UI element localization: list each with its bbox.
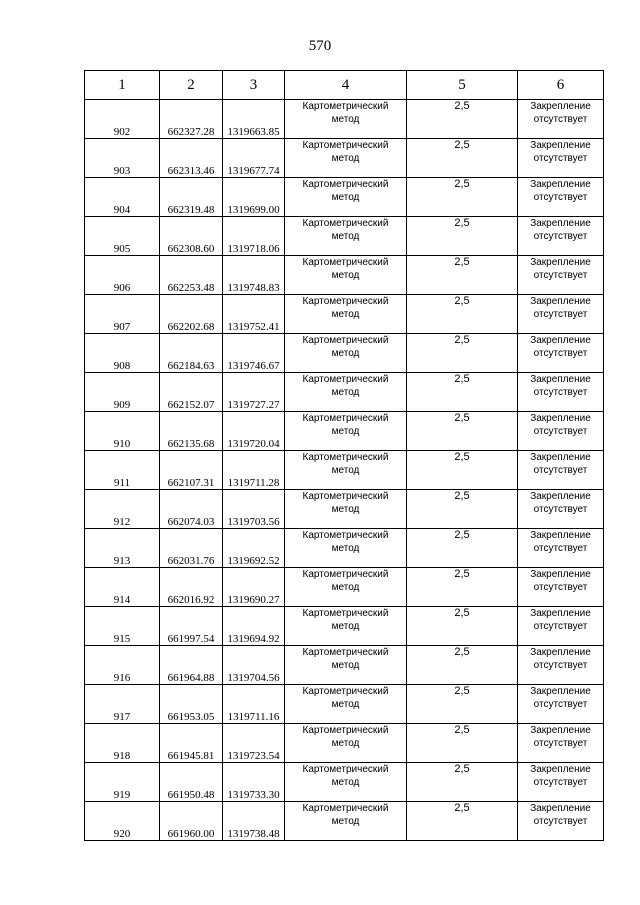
fixation-line-2: отсутствует bbox=[533, 348, 588, 359]
method-line-2: метод bbox=[331, 309, 360, 320]
method-line-1: Картометрический bbox=[302, 335, 389, 346]
accuracy-cell: 2,5 bbox=[407, 685, 518, 724]
table-row bbox=[85, 685, 604, 724]
method-line-2: метод bbox=[331, 348, 360, 359]
x-coordinate-cell: 662253.48 bbox=[160, 256, 223, 295]
fixation-cell bbox=[518, 685, 604, 724]
fixation-line-2: отсутствует bbox=[533, 309, 588, 320]
fixation-cell bbox=[518, 100, 604, 139]
method-cell bbox=[285, 607, 407, 646]
y-coordinate-cell: 1319663.85 bbox=[223, 100, 285, 139]
header-cell-6: 6 bbox=[518, 71, 604, 100]
point-number-cell: 919 bbox=[85, 763, 160, 802]
fixation-line-1: Закрепление bbox=[530, 569, 591, 580]
y-coordinate-cell: 1319746.67 bbox=[223, 334, 285, 373]
method-line-1: Картометрический bbox=[302, 608, 389, 619]
fixation-line-1: Закрепление bbox=[530, 101, 591, 112]
fixation-line-2: отсутствует bbox=[533, 153, 588, 164]
y-coordinate-cell: 1319694.92 bbox=[223, 607, 285, 646]
fixation-cell bbox=[518, 373, 604, 412]
table-row bbox=[85, 724, 604, 763]
table-row bbox=[85, 529, 604, 568]
fixation-cell bbox=[518, 724, 604, 763]
fixation-cell bbox=[518, 490, 604, 529]
x-coordinate-cell: 662327.28 bbox=[160, 100, 223, 139]
table-row bbox=[85, 217, 604, 256]
fixation-line-1: Закрепление bbox=[530, 296, 591, 307]
x-coordinate-cell: 662135.68 bbox=[160, 412, 223, 451]
method-line-2: метод bbox=[331, 270, 360, 281]
fixation-line-1: Закрепление bbox=[530, 530, 591, 541]
y-coordinate-cell: 1319718.06 bbox=[223, 217, 285, 256]
accuracy-cell: 2,5 bbox=[407, 295, 518, 334]
fixation-line-1: Закрепление bbox=[530, 218, 591, 229]
fixation-cell bbox=[518, 139, 604, 178]
fixation-line-1: Закрепление bbox=[530, 374, 591, 385]
page-number: 570 bbox=[308, 38, 332, 54]
point-number-cell: 915 bbox=[85, 607, 160, 646]
y-coordinate-cell: 1319723.54 bbox=[223, 724, 285, 763]
accuracy-cell: 2,5 bbox=[407, 646, 518, 685]
method-line-1: Картометрический bbox=[302, 530, 389, 541]
method-cell bbox=[285, 295, 407, 334]
method-line-1: Картометрический bbox=[302, 803, 389, 814]
point-number-cell: 913 bbox=[85, 529, 160, 568]
accuracy-cell: 2,5 bbox=[407, 568, 518, 607]
table-row bbox=[85, 646, 604, 685]
header-cell-4: 4 bbox=[285, 71, 407, 100]
fixation-cell bbox=[518, 217, 604, 256]
method-cell bbox=[285, 412, 407, 451]
table-row bbox=[85, 373, 604, 412]
table-row bbox=[85, 763, 604, 802]
point-number-cell: 910 bbox=[85, 412, 160, 451]
x-coordinate-cell: 661953.05 bbox=[160, 685, 223, 724]
method-cell bbox=[285, 802, 407, 841]
y-coordinate-cell: 1319677.74 bbox=[223, 139, 285, 178]
table-row bbox=[85, 802, 604, 841]
point-number-cell: 904 bbox=[85, 178, 160, 217]
table-row bbox=[85, 451, 604, 490]
x-coordinate-cell: 661964.88 bbox=[160, 646, 223, 685]
fixation-line-2: отсутствует bbox=[533, 543, 588, 554]
method-cell bbox=[285, 139, 407, 178]
method-line-1: Картометрический bbox=[302, 218, 389, 229]
fixation-line-2: отсутствует bbox=[533, 465, 588, 476]
point-number-cell: 920 bbox=[85, 802, 160, 841]
method-line-2: метод bbox=[331, 738, 360, 749]
y-coordinate-cell: 1319711.16 bbox=[223, 685, 285, 724]
method-cell bbox=[285, 685, 407, 724]
fixation-line-1: Закрепление bbox=[530, 140, 591, 151]
fixation-line-1: Закрепление bbox=[530, 335, 591, 346]
y-coordinate-cell: 1319738.48 bbox=[223, 802, 285, 841]
point-number-cell: 906 bbox=[85, 256, 160, 295]
table-body bbox=[85, 100, 604, 841]
fixation-line-1: Закрепление bbox=[530, 686, 591, 697]
fixation-line-2: отсутствует bbox=[533, 582, 588, 593]
method-line-1: Картометрический bbox=[302, 647, 389, 658]
y-coordinate-cell: 1319711.28 bbox=[223, 451, 285, 490]
method-line-2: метод bbox=[331, 504, 360, 515]
x-coordinate-cell: 661950.48 bbox=[160, 763, 223, 802]
fixation-line-1: Закрепление bbox=[530, 647, 591, 658]
method-line-1: Картометрический bbox=[302, 374, 389, 385]
x-coordinate-cell: 662319.48 bbox=[160, 178, 223, 217]
table-row bbox=[85, 490, 604, 529]
y-coordinate-cell: 1319690.27 bbox=[223, 568, 285, 607]
x-coordinate-cell: 661945.81 bbox=[160, 724, 223, 763]
fixation-line-1: Закрепление bbox=[530, 764, 591, 775]
y-coordinate-cell: 1319733.30 bbox=[223, 763, 285, 802]
fixation-cell bbox=[518, 529, 604, 568]
accuracy-cell: 2,5 bbox=[407, 256, 518, 295]
y-coordinate-cell: 1319748.83 bbox=[223, 256, 285, 295]
fixation-line-2: отсутствует bbox=[533, 777, 588, 788]
accuracy-cell: 2,5 bbox=[407, 334, 518, 373]
accuracy-cell: 2,5 bbox=[407, 373, 518, 412]
fixation-line-1: Закрепление bbox=[530, 803, 591, 814]
fixation-line-1: Закрепление bbox=[530, 725, 591, 736]
method-line-2: метод bbox=[331, 153, 360, 164]
y-coordinate-cell: 1319727.27 bbox=[223, 373, 285, 412]
point-number-cell: 917 bbox=[85, 685, 160, 724]
accuracy-cell: 2,5 bbox=[407, 217, 518, 256]
point-number-cell: 918 bbox=[85, 724, 160, 763]
accuracy-cell: 2,5 bbox=[407, 529, 518, 568]
method-line-1: Картометрический bbox=[302, 140, 389, 151]
method-line-1: Картометрический bbox=[302, 491, 389, 502]
x-coordinate-cell: 662152.07 bbox=[160, 373, 223, 412]
accuracy-cell: 2,5 bbox=[407, 178, 518, 217]
method-line-1: Картометрический bbox=[302, 296, 389, 307]
fixation-line-2: отсутствует bbox=[533, 738, 588, 749]
method-line-1: Картометрический bbox=[302, 101, 389, 112]
table-row bbox=[85, 607, 604, 646]
table-row bbox=[85, 568, 604, 607]
accuracy-cell: 2,5 bbox=[407, 607, 518, 646]
point-number-cell: 902 bbox=[85, 100, 160, 139]
method-line-1: Картометрический bbox=[302, 413, 389, 424]
fixation-line-2: отсутствует bbox=[533, 504, 588, 515]
fixation-line-2: отсутствует bbox=[533, 426, 588, 437]
x-coordinate-cell: 662074.03 bbox=[160, 490, 223, 529]
table-row bbox=[85, 412, 604, 451]
method-line-2: метод bbox=[331, 192, 360, 203]
method-cell bbox=[285, 451, 407, 490]
method-line-2: метод bbox=[331, 816, 360, 827]
table-row bbox=[85, 100, 604, 139]
fixation-line-1: Закрепление bbox=[530, 608, 591, 619]
table-row bbox=[85, 178, 604, 217]
x-coordinate-cell: 662107.31 bbox=[160, 451, 223, 490]
x-coordinate-cell: 662313.46 bbox=[160, 139, 223, 178]
point-number-cell: 912 bbox=[85, 490, 160, 529]
fixation-line-2: отсутствует bbox=[533, 699, 588, 710]
accuracy-cell: 2,5 bbox=[407, 490, 518, 529]
method-cell bbox=[285, 724, 407, 763]
method-line-2: метод bbox=[331, 231, 360, 242]
accuracy-cell: 2,5 bbox=[407, 412, 518, 451]
fixation-cell bbox=[518, 178, 604, 217]
coordinates-table bbox=[84, 70, 604, 841]
fixation-line-2: отсутствует bbox=[533, 231, 588, 242]
method-line-2: метод bbox=[331, 660, 360, 671]
point-number-cell: 907 bbox=[85, 295, 160, 334]
point-number-cell: 903 bbox=[85, 139, 160, 178]
fixation-cell bbox=[518, 607, 604, 646]
fixation-line-2: отсутствует bbox=[533, 387, 588, 398]
fixation-cell bbox=[518, 412, 604, 451]
x-coordinate-cell: 662184.63 bbox=[160, 334, 223, 373]
method-cell bbox=[285, 178, 407, 217]
x-coordinate-cell: 662308.60 bbox=[160, 217, 223, 256]
method-cell bbox=[285, 373, 407, 412]
fixation-cell bbox=[518, 451, 604, 490]
y-coordinate-cell: 1319720.04 bbox=[223, 412, 285, 451]
point-number-cell: 905 bbox=[85, 217, 160, 256]
x-coordinate-cell: 662031.76 bbox=[160, 529, 223, 568]
method-cell bbox=[285, 568, 407, 607]
method-line-2: метод bbox=[331, 582, 360, 593]
table-row bbox=[85, 334, 604, 373]
accuracy-cell: 2,5 bbox=[407, 802, 518, 841]
fixation-cell bbox=[518, 334, 604, 373]
method-line-1: Картометрический bbox=[302, 452, 389, 463]
method-cell bbox=[285, 100, 407, 139]
accuracy-cell: 2,5 bbox=[407, 451, 518, 490]
header-cell-1: 1 bbox=[85, 71, 160, 100]
fixation-cell bbox=[518, 295, 604, 334]
y-coordinate-cell: 1319699.00 bbox=[223, 178, 285, 217]
method-line-1: Картометрический bbox=[302, 569, 389, 580]
fixation-cell bbox=[518, 568, 604, 607]
method-cell bbox=[285, 256, 407, 295]
x-coordinate-cell: 661997.54 bbox=[160, 607, 223, 646]
header-cell-3: 3 bbox=[223, 71, 285, 100]
accuracy-cell: 2,5 bbox=[407, 724, 518, 763]
method-line-2: метод bbox=[331, 465, 360, 476]
fixation-line-2: отсутствует bbox=[533, 192, 588, 203]
y-coordinate-cell: 1319704.56 bbox=[223, 646, 285, 685]
x-coordinate-cell: 662202.68 bbox=[160, 295, 223, 334]
method-line-2: метод bbox=[331, 426, 360, 437]
y-coordinate-cell: 1319752.41 bbox=[223, 295, 285, 334]
fixation-line-1: Закрепление bbox=[530, 179, 591, 190]
fixation-line-1: Закрепление bbox=[530, 413, 591, 424]
fixation-line-1: Закрепление bbox=[530, 257, 591, 268]
method-line-1: Картометрический bbox=[302, 179, 389, 190]
method-cell bbox=[285, 334, 407, 373]
method-line-1: Картометрический bbox=[302, 764, 389, 775]
header-cell-5: 5 bbox=[407, 71, 518, 100]
table-row bbox=[85, 295, 604, 334]
table-row bbox=[85, 139, 604, 178]
method-line-2: метод bbox=[331, 543, 360, 554]
fixation-cell bbox=[518, 802, 604, 841]
point-number-cell: 911 bbox=[85, 451, 160, 490]
point-number-cell: 909 bbox=[85, 373, 160, 412]
header-cell-2: 2 bbox=[160, 71, 223, 100]
fixation-line-1: Закрепление bbox=[530, 452, 591, 463]
method-line-1: Картометрический bbox=[302, 686, 389, 697]
point-number-cell: 908 bbox=[85, 334, 160, 373]
table-row bbox=[85, 256, 604, 295]
method-line-2: метод bbox=[331, 621, 360, 632]
fixation-line-2: отсутствует bbox=[533, 660, 588, 671]
method-cell bbox=[285, 763, 407, 802]
fixation-line-2: отсутствует bbox=[533, 816, 588, 827]
method-line-2: метод bbox=[331, 114, 360, 125]
fixation-line-2: отсутствует bbox=[533, 270, 588, 281]
method-line-2: метод bbox=[331, 777, 360, 788]
x-coordinate-cell: 661960.00 bbox=[160, 802, 223, 841]
method-cell bbox=[285, 646, 407, 685]
method-line-2: метод bbox=[331, 387, 360, 398]
fixation-cell bbox=[518, 256, 604, 295]
y-coordinate-cell: 1319703.56 bbox=[223, 490, 285, 529]
method-cell bbox=[285, 529, 407, 568]
method-cell bbox=[285, 217, 407, 256]
table-header-row bbox=[85, 71, 604, 100]
method-line-1: Картометрический bbox=[302, 257, 389, 268]
y-coordinate-cell: 1319692.52 bbox=[223, 529, 285, 568]
method-line-1: Картометрический bbox=[302, 725, 389, 736]
fixation-line-2: отсутствует bbox=[533, 621, 588, 632]
fixation-line-1: Закрепление bbox=[530, 491, 591, 502]
fixation-cell bbox=[518, 763, 604, 802]
point-number-cell: 916 bbox=[85, 646, 160, 685]
point-number-cell: 914 bbox=[85, 568, 160, 607]
accuracy-cell: 2,5 bbox=[407, 763, 518, 802]
accuracy-cell: 2,5 bbox=[407, 139, 518, 178]
method-cell bbox=[285, 490, 407, 529]
x-coordinate-cell: 662016.92 bbox=[160, 568, 223, 607]
fixation-cell bbox=[518, 646, 604, 685]
accuracy-cell: 2,5 bbox=[407, 100, 518, 139]
method-line-2: метод bbox=[331, 699, 360, 710]
fixation-line-2: отсутствует bbox=[533, 114, 588, 125]
